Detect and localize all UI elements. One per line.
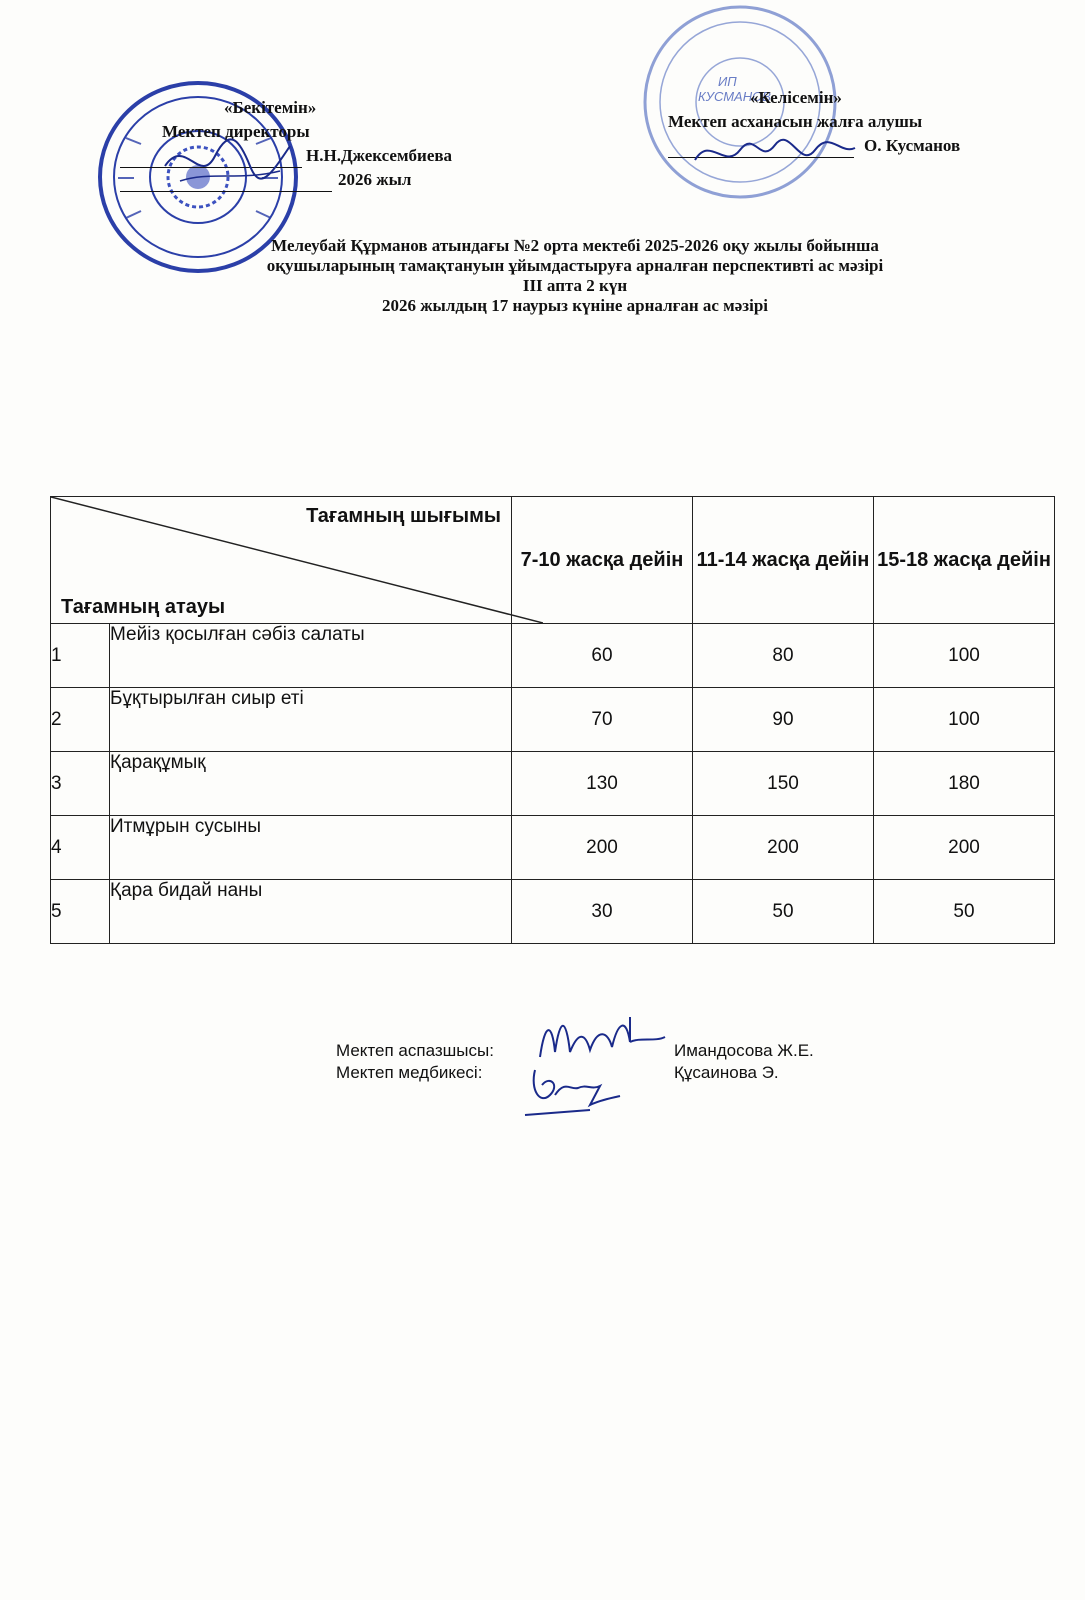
approval-right-role: Мектеп асханасын жалға алушы — [668, 112, 923, 131]
portion-7-10: 60 — [512, 624, 693, 688]
portion-7-10: 130 — [512, 752, 693, 816]
row-number: 3 — [51, 752, 110, 816]
approval-left-name: Н.Н.Джексембиева — [306, 146, 453, 165]
approval-right-name: О. Кусманов — [864, 136, 961, 155]
table-row — [51, 624, 1055, 688]
table-row — [51, 816, 1055, 880]
svg-text:КУСМАНОВ: КУСМАНОВ — [698, 89, 771, 104]
cook-name: Имандосова Ж.Е. — [674, 1041, 814, 1060]
row-number: 4 — [51, 816, 110, 880]
menu-title — [150, 236, 1000, 316]
title-line-2: оқушыларының тамақтануын ұйымдастыруға арналған перспективті ас мәзірі — [266, 256, 884, 275]
contractor-signature — [690, 130, 860, 180]
portion-11-14: 50 — [693, 880, 874, 944]
title-line-3: ІІІ апта 2 күн — [522, 276, 628, 295]
table-row — [51, 880, 1055, 944]
title-line-4: 2026 жылдың 17 наурыз күніне арналған ас мәзірі — [381, 296, 769, 315]
portion-7-10: 30 — [512, 880, 693, 944]
portion-11-14: 200 — [693, 816, 874, 880]
row-number: 1 — [51, 624, 110, 688]
dish-name: Қара бидай наны — [110, 880, 512, 944]
portion-15-18: 100 — [874, 688, 1055, 752]
row-number: 2 — [51, 688, 110, 752]
portion-7-10: 200 — [512, 816, 693, 880]
dish-name: Қарақұмық — [110, 752, 512, 816]
nurse-label: Мектеп медбикесі: — [336, 1063, 483, 1082]
header-dish-name: Тағамның атауы — [61, 596, 226, 618]
approval-right-heading: «Келісемін» — [750, 88, 842, 107]
nurse-name: Құсаинова Э. — [674, 1063, 779, 1082]
cook-signature — [530, 1012, 670, 1067]
dish-name: Бұқтырылған сиыр еті — [110, 688, 512, 752]
director-signature — [160, 126, 300, 196]
cook-label: Мектеп аспазшысы: — [336, 1041, 494, 1060]
approval-left-year: 2026 жыл — [338, 170, 412, 189]
dish-name: Мейіз қосылған сәбіз салаты — [110, 624, 512, 688]
portion-7-10: 70 — [512, 688, 693, 752]
portion-15-18: 50 — [874, 880, 1055, 944]
menu-table — [50, 496, 1055, 944]
age-group-7-10: 7-10 жасқа дейін — [512, 497, 693, 624]
portion-11-14: 150 — [693, 752, 874, 816]
table-header-row — [51, 497, 1055, 624]
portion-11-14: 80 — [693, 624, 874, 688]
dish-name: Итмұрын сусыны — [110, 816, 512, 880]
svg-text:ИП: ИП — [718, 74, 737, 89]
table-row — [51, 752, 1055, 816]
table-row — [51, 688, 1055, 752]
age-group-15-18: 15-18 жасқа дейін — [874, 497, 1055, 624]
portion-15-18: 200 — [874, 816, 1055, 880]
nurse-signature — [520, 1060, 630, 1120]
title-line-1: Мелеубай Құрманов атындағы №2 орта мектебі 2025-2026 оқу жылы бойынша — [271, 236, 879, 255]
diagonal-header-cell — [51, 497, 512, 624]
approval-left-heading: «Бекітемін» — [224, 98, 317, 117]
age-group-11-14: 11-14 жасқа дейін — [693, 497, 874, 624]
header-output: Тағамның шығымы — [306, 505, 501, 527]
portion-15-18: 100 — [874, 624, 1055, 688]
row-number: 5 — [51, 880, 110, 944]
approval-left-role: Мектеп директоры — [162, 122, 310, 141]
portion-11-14: 90 — [693, 688, 874, 752]
portion-15-18: 180 — [874, 752, 1055, 816]
